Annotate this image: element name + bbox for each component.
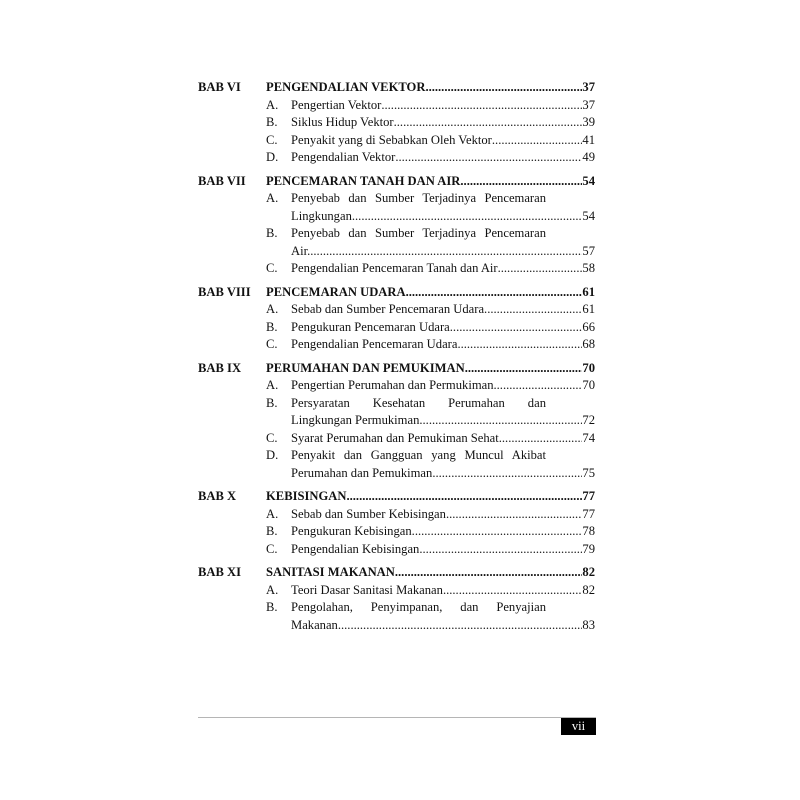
entry-body [291,97,595,115]
entry-body [291,114,595,132]
chapter-heading[interactable] [198,79,595,97]
chapter-heading[interactable] [198,173,595,191]
entry-text: Air. [291,243,311,258]
entry-page-number: 58 [582,261,595,275]
entry-page-number: 54 [582,208,595,223]
entry-page-number: 41 [582,132,595,147]
toc-entry[interactable] [266,260,595,278]
entry-page-number: 70 [582,378,595,392]
entry-line [291,132,595,150]
entry-text: Pengendalian Pencemaran Tanah dan Air [291,261,498,275]
entry-letter: A. [266,582,279,597]
dot-leader [338,617,583,635]
chapter-page-number: 70 [582,360,595,375]
entry-body [291,599,595,634]
entry-page-number: 77 [582,506,595,521]
entry-text: Lingkungan Permukiman [291,413,420,427]
entry-text: Pengendalian Vektor [291,150,396,164]
chapter-page-number: 82 [582,565,595,579]
dot-leader [310,243,582,261]
dot-leader [394,114,583,132]
chapter-page-number: 54 [582,173,595,188]
toc-entry[interactable] [266,395,595,430]
entry-letter: A. [266,506,279,521]
dot-leader [492,132,583,150]
entry-line [291,208,595,226]
entry-page-number: 66 [582,319,595,334]
entry-body [291,190,595,225]
entry-letter: D. [266,150,279,164]
chapter-title: PENCEMARAN TANAH DAN AIR [266,173,461,188]
chapter-title-entry [266,284,595,302]
entry-letter: B. [266,600,278,614]
entry-text: Penyebab dan Sumber Terjadinya Pencemaran [291,191,546,205]
chapter-section [198,564,595,634]
entry-text: Pengertian Perumahan dan Permukiman [291,378,494,392]
entry-line [291,541,595,559]
entry-line [291,149,595,167]
toc-entry[interactable] [266,301,595,319]
entry-page-number: 79 [582,541,595,556]
entry-text: Teori Dasar Sanitasi Makanan [291,582,443,597]
chapter-number: BAB VI [198,80,241,94]
entry-body [291,301,595,319]
entry-line [291,465,595,483]
dot-leader [395,564,583,582]
dot-leader [395,149,582,167]
dot-leader [457,336,582,354]
toc-entry[interactable] [266,506,595,524]
entry-page-number: 37 [582,97,595,112]
entry-body [291,225,595,260]
dot-leader [346,488,582,506]
dot-leader [406,284,583,302]
chapter-title: SANITASI MAKANAN [266,565,395,579]
entry-letter: A. [266,378,279,392]
entry-body [291,260,595,278]
entry-text: Persyaratan Kesehatan Perumahan dan [291,395,546,410]
entry-text: Penyakit yang di Sebabkan Oleh Vektor [291,132,492,147]
entry-body [291,377,595,395]
chapter-section [198,360,595,483]
toc-entry[interactable] [266,599,595,634]
chapter-number: BAB IX [198,360,242,375]
entry-line [291,97,595,115]
entry-body [291,541,595,559]
entry-body [291,430,595,448]
entry-body [291,336,595,354]
chapter-heading[interactable] [198,564,595,582]
entry-letter: A. [266,302,279,316]
entry-text: Penyebab dan Sumber Terjadinya Pencemaran [291,226,546,240]
entry-letter: C. [266,430,278,445]
chapter-title: KEBISINGAN [266,489,347,503]
footer-rule [198,717,596,718]
entry-line [291,523,595,541]
chapter-section [198,488,595,558]
entry-page-number: 74 [582,430,595,445]
dot-leader [419,541,582,559]
entry-text: Pengolahan, Penyimpanan, dan Penyajian [291,600,546,614]
entry-letter: B. [266,395,278,410]
dot-leader [499,430,583,448]
dot-leader [412,523,583,541]
entry-line [291,582,595,600]
chapter-number: BAB VIII [198,284,251,299]
entry-line [291,506,595,524]
dot-leader [460,173,582,191]
entry-body [291,447,595,482]
dot-leader [450,319,583,337]
page-number-badge: vii [561,718,596,735]
entry-line [291,260,595,278]
entry-page-number: 61 [582,302,595,316]
entry-letter: D. [266,448,279,462]
dot-leader [498,260,583,278]
chapter-title: PERUMAHAN DAN PEMUKIMAN [266,360,465,375]
toc-entry[interactable] [266,225,595,260]
entry-page-number: 75 [582,465,595,480]
entry-letter: C. [266,132,278,147]
chapter-page-number: 77 [582,489,595,503]
entry-body [291,319,595,337]
toc-entry[interactable] [266,319,595,337]
chapter-number: BAB X [198,489,237,503]
entry-text: Penyakit dan Gangguan yang Muncul Akibat [291,448,546,462]
entry-letter: B. [266,319,278,334]
entry-line [291,412,595,430]
chapter-section [198,284,595,354]
entry-text: Pengertian Vektor [291,97,382,112]
entry-text: Pengendalian Kebisingan [291,541,420,556]
toc-entry[interactable] [266,336,595,354]
entry-letter: C. [266,337,278,351]
chapter-title-entry [266,173,595,191]
entry-text: Pengukuran Pencemaran Udara [291,319,450,334]
chapter-page-number: 61 [582,284,595,299]
toc-entry[interactable] [266,430,595,448]
entry-letter: A. [266,97,279,112]
entry-text: Siklus Hidup Vektor [291,115,394,129]
entry-letter: B. [266,226,278,240]
toc-entry[interactable] [266,149,595,167]
entry-line [291,301,595,319]
toc-entry[interactable] [266,541,595,559]
entry-page-number: 78 [582,524,595,538]
toc-entry[interactable] [266,582,595,600]
entry-line [291,430,595,448]
entry-letter: B. [266,524,278,538]
chapter-page-number: 37 [582,80,595,94]
chapter-title-entry [266,79,595,97]
chapter-title-entry [266,564,595,582]
entry-line [291,377,595,395]
entry-line [291,114,595,132]
entry-line [291,243,595,261]
chapter-section [198,173,595,278]
entry-text: Perumahan dan Pemukiman [291,465,433,480]
toc-entry[interactable] [266,447,595,482]
dot-leader [355,208,582,226]
entry-body [291,582,595,600]
entry-body [291,523,595,541]
entry-page-number: 72 [582,413,595,427]
toc-entry[interactable] [266,377,595,395]
dot-leader [446,506,582,524]
entry-line [291,319,595,337]
toc-entry[interactable] [266,523,595,541]
chapter-section [198,79,595,167]
toc-entry[interactable] [266,97,595,115]
entry-text: Lingkungan. [291,208,356,223]
dot-leader [432,465,582,483]
chapter-number: BAB XI [198,565,242,579]
entry-page-number: 82 [582,582,595,597]
dot-leader [484,301,582,319]
entry-body [291,149,595,167]
entry-page-number: 83 [582,617,595,632]
dot-leader [381,97,582,115]
entry-text: Pengukuran Kebisingan [291,524,412,538]
entry-body [291,395,595,430]
chapter-title-entry [266,360,595,378]
chapter-heading[interactable] [198,488,595,506]
entry-text: Sebab dan Sumber Kebisingan [291,506,446,521]
entry-letter: C. [266,541,278,556]
toc-entry[interactable] [266,114,595,132]
entry-text: Sebab dan Sumber Pencemaran Udara [291,302,485,316]
dot-leader [443,582,582,600]
entry-line [291,336,595,354]
toc-entry[interactable] [266,132,595,150]
entry-text: Syarat Perumahan dan Pemukiman Sehat [291,430,499,445]
entry-page-number: 39 [582,115,595,129]
dot-leader [494,377,583,395]
entry-page-number: 68 [582,337,595,351]
entry-body [291,506,595,524]
chapter-heading[interactable] [198,360,595,378]
entry-line [291,617,595,635]
chapter-title: PENCEMARAN UDARA [266,284,406,299]
chapter-title: PENGENDALIAN VEKTOR [266,80,426,94]
entry-page-number: 57 [582,243,595,258]
entry-text: Makanan [291,617,338,632]
dot-leader [465,360,583,378]
entry-letter: A. [266,191,279,205]
entry-letter: C. [266,261,278,275]
table-of-contents [198,79,595,640]
entry-page-number: 49 [582,150,595,164]
chapter-title-entry [266,488,595,506]
toc-entry[interactable] [266,190,595,225]
dot-leader [419,412,582,430]
entry-text: Pengendalian Pencemaran Udara [291,337,458,351]
dot-leader [425,79,582,97]
chapter-number: BAB VII [198,173,246,188]
entry-body [291,132,595,150]
entry-letter: B. [266,115,278,129]
chapter-heading[interactable] [198,284,595,302]
